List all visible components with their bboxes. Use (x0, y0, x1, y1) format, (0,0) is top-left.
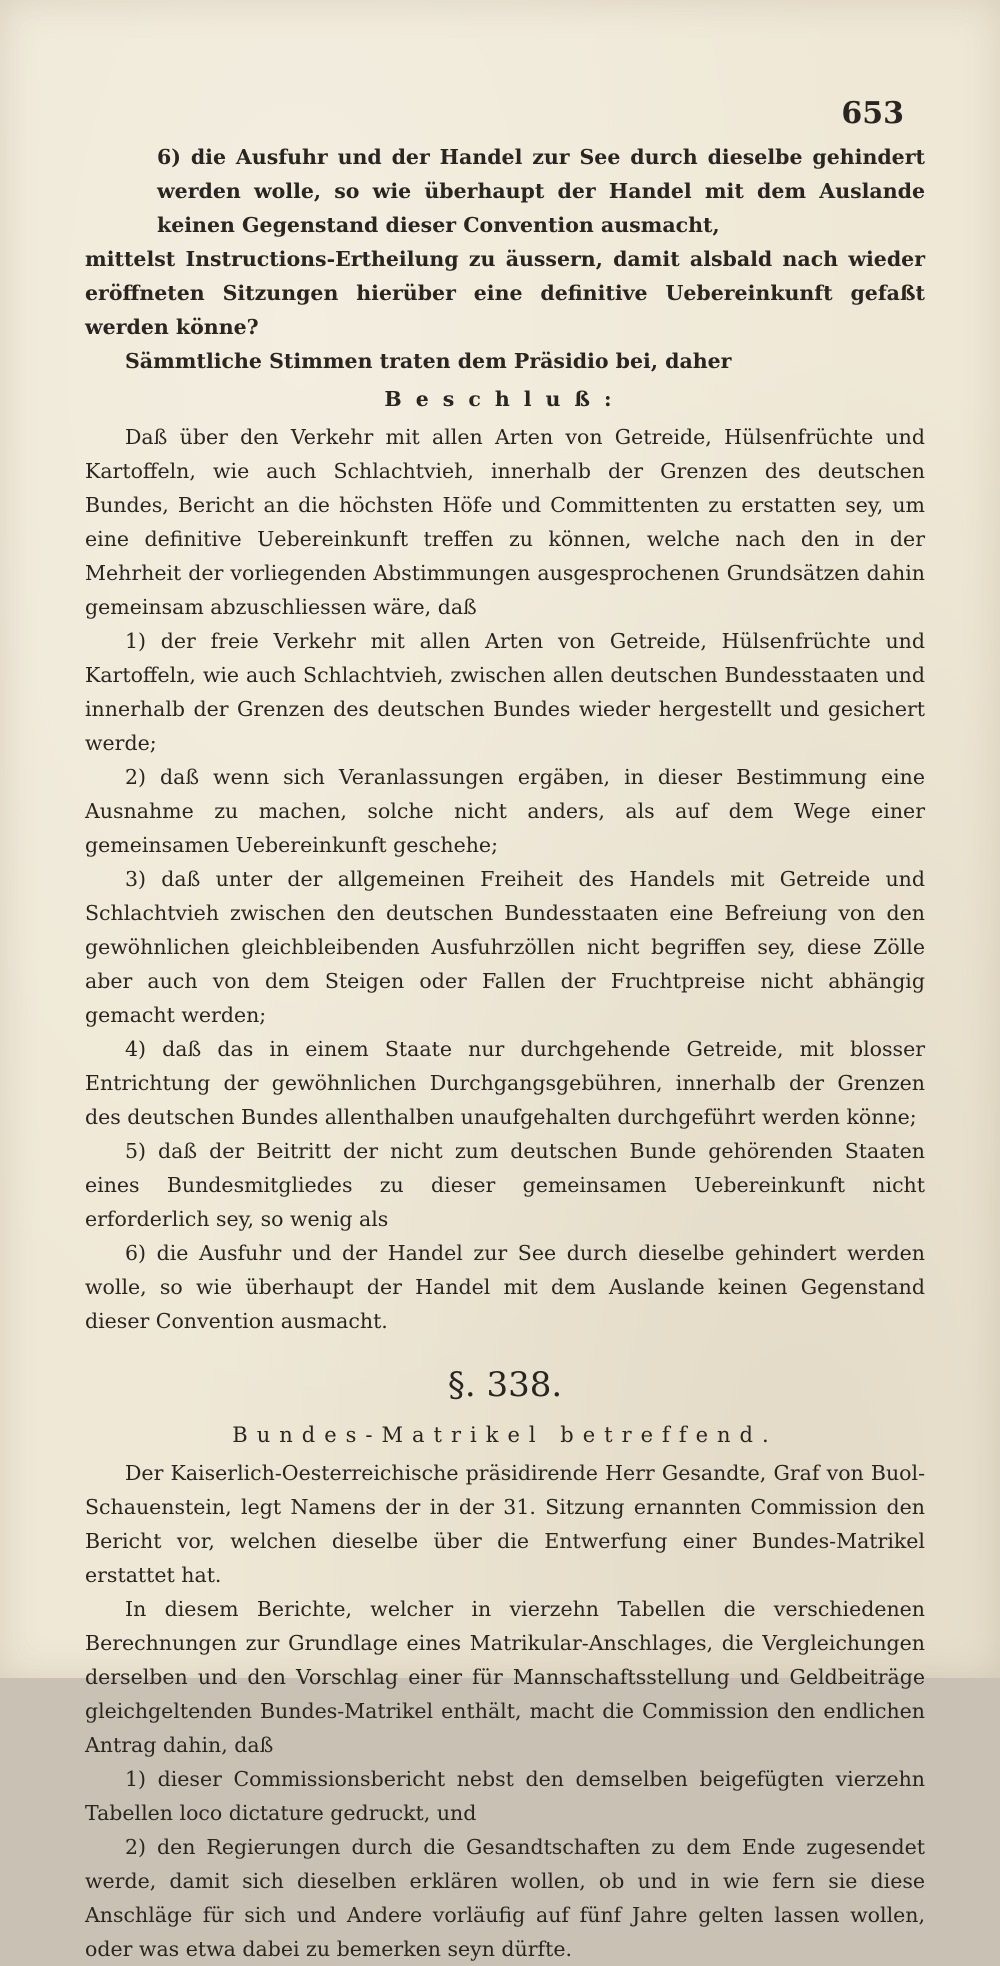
instruction-paragraph: mittelst Instructions-Ertheilung zu äussern, damit alsbald nach wieder eröffneten Sitzungen hierüber eine definitive Uebereinkunft gefaßt werden könne? (85, 247, 925, 339)
section-paragraph-1: Der Kaiserlich-Oesterreichische präsidirende Herr Gesandte, Graf von Buol-Schauenstein, legt Namens der in der 31. Sitzung ernannten Commission den Bericht vor, welchen dieselbe über die Entwerfung einer Bundes-Matrikel erstattet hat. (85, 1461, 925, 1587)
section-title: Bundes-Matrikel betreffend. (232, 1423, 778, 1447)
beschluss-item-6: 6) die Ausfuhr und der Handel zur See durch dieselbe gehindert werden wolle, so wie überhaupt der Handel mit dem Auslande keinen Gegenstand dieser Convention ausmacht. (85, 1241, 925, 1333)
continued-item-6: 6) die Ausfuhr und der Handel zur See durch dieselbe gehindert werden wolle, so wie überhaupt der Handel mit dem Auslande keinen Gegenstand dieser Convention ausmacht, (157, 145, 925, 237)
beschluss-item-2: 2) daß wenn sich Veranlassungen ergäben, in dieser Bestimmung eine Ausnahme zu machen, solche nicht anders, als auf dem Wege einer gemeinsamen Uebereinkunft geschehe; (85, 765, 925, 857)
beschluss-item-5: 5) daß der Beitritt der nicht zum deutschen Bunde gehörenden Staaten eines Bundesmitgliedes zu dieser gemeinsamen Uebereinkunft nicht erforderlich sey, so wenig als (85, 1139, 925, 1231)
beschluss-item-1: 1) der freie Verkehr mit allen Arten von Getreide, Hülsenfrüchte und Kartoffeln, wie auch Schlachtvieh, zwischen allen deutschen Bundesstaaten und innerhalb der Grenzen des deutschen Bundes wieder hergestellt und gesichert werde; (85, 629, 925, 755)
beschluss-intro: Daß über den Verkehr mit allen Arten von Getreide, Hülsenfrüchte und Kartoffeln, wie auch Schlachtvieh, innerhalb der Grenzen des deutschen Bundes, Bericht an die höchsten Höfe und Committenten zu erstatten sey, um eine definitive Uebereinkunft treffen zu können, welche nach den in der Mehrheit der vorliegenden Abstimmungen ausgesprochenen Grundsätzen dahin gemeinsam abzuschliessen wäre, daß (85, 425, 925, 619)
section-item-2: 2) den Regierungen durch die Gesandtschaften zu dem Ende zugesendet werde, damit sich dieselben erklären wollen, ob und in wie fern sie diese Anschläge für sich und Andere vorläufig auf fünf Jahre gelten lassen wollen, oder was etwa dabei zu bemerken seyn dürfte. (85, 1835, 925, 1961)
beschluss-heading: Beschluß: (384, 387, 626, 411)
votes-paragraph: Sämmtliche Stimmen traten dem Präsidio bei, daher (125, 349, 732, 373)
page-body (85, 140, 925, 1966)
beschluss-item-3: 3) daß unter der allgemeinen Freiheit des Handels mit Getreide und Schlachtvieh zwischen den deutschen Bundesstaaten eine Befreiung von den gewöhnlichen gleichbleibenden Ausfuhrzöllen nicht begriffen sey, diese Zölle aber auch von dem Steigen oder Fallen der Fruchtpreise nicht abhängig gemacht werden; (85, 867, 925, 1027)
beschluss-item-4: 4) daß das in einem Staate nur durchgehende Getreide, mit blosser Entrichtung der gewöhnlichen Durchgangsgebühren, innerhalb der Grenzen des deutschen Bundes allenthalben unaufgehalten durchgeführt werden könne; (85, 1037, 925, 1129)
section-number: §. 338. (447, 1365, 563, 1405)
page-number: 653 (841, 96, 904, 131)
section-item-1: 1) dieser Commissionsbericht nebst den demselben beigefügten vierzehn Tabellen loco dictature gedruckt, und (85, 1767, 925, 1825)
section-paragraph-2: In diesem Berichte, welcher in vierzehn Tabellen die verschiedenen Berechnungen zur Grundlage eines Matrikular-Anschlages, die Vergleichungen derselben und den Vorschlag einer für Mannschaftsstellung und Geldbeiträge gleichgeltenden Bundes-Matrikel enthält, macht die Commission den endlichen Antrag dahin, daß (85, 1597, 925, 1757)
